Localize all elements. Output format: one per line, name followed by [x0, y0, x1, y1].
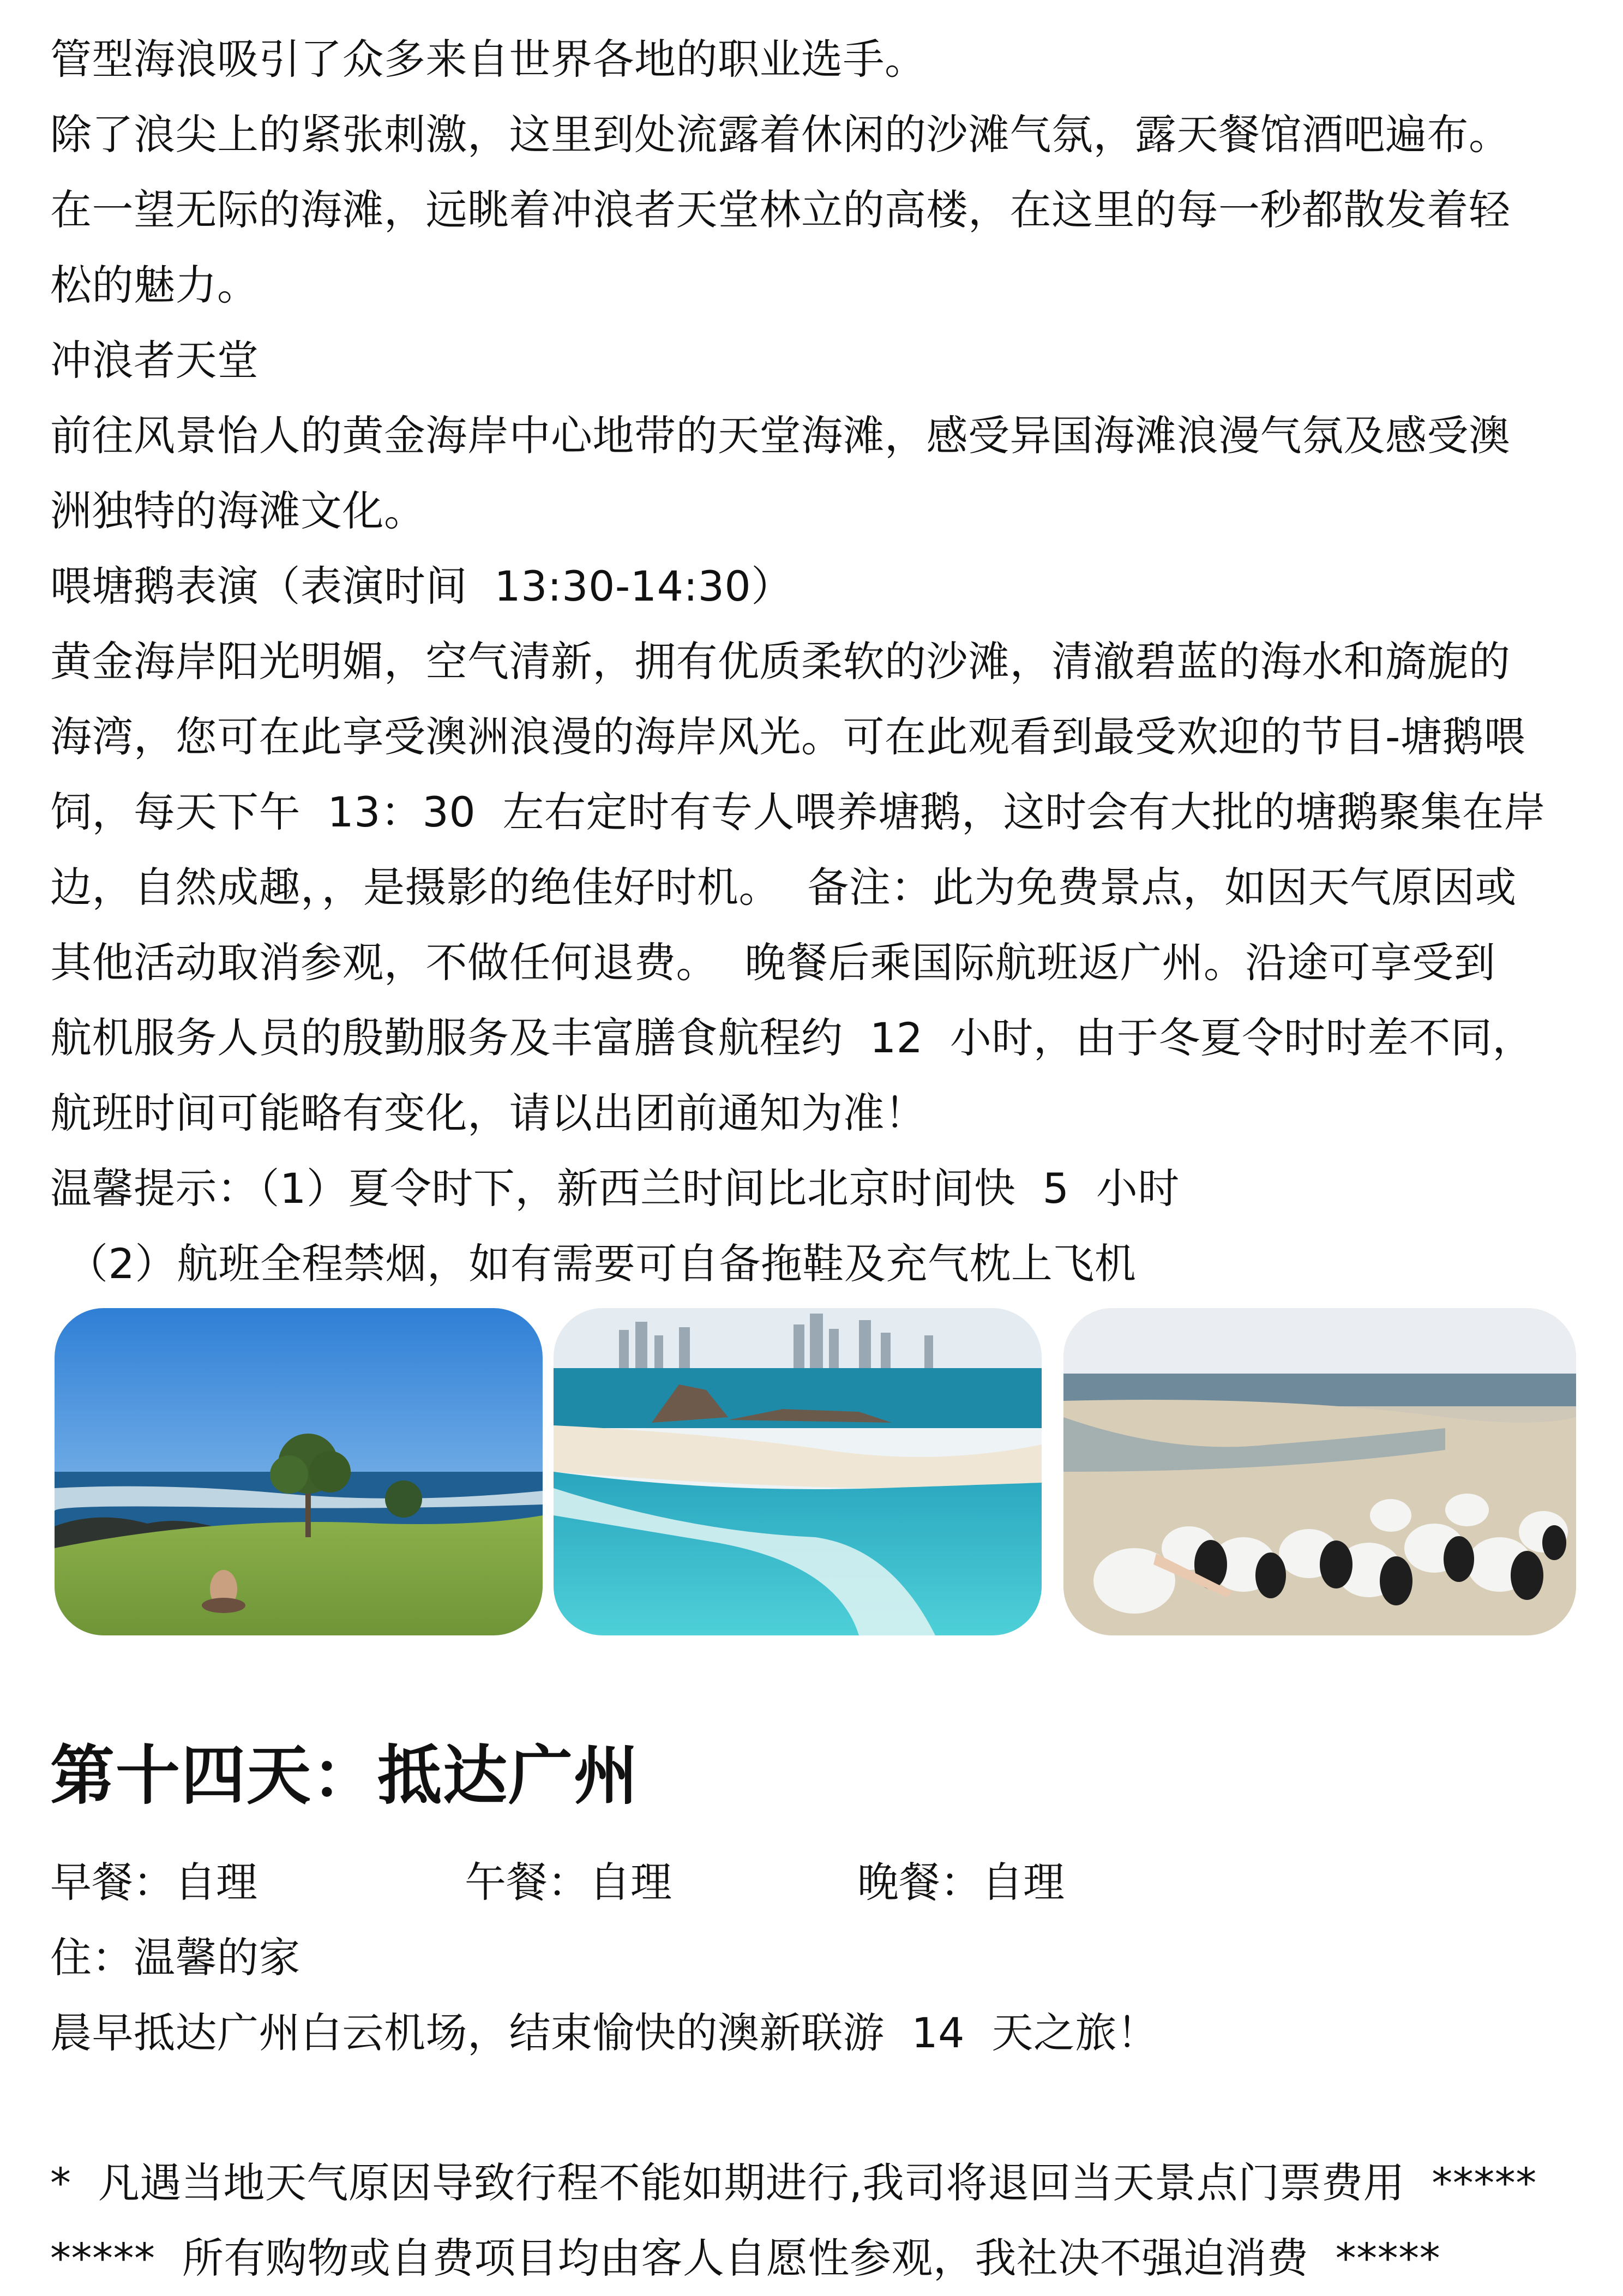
- text-line: 洲独特的海滩文化。: [50, 487, 426, 535]
- text-line: 黄金海岸阳光明媚，空气清新，拥有优质柔软的沙滩，清澈碧蓝的海水和旖旎的: [50, 637, 1511, 686]
- day-14-details: [50, 1920, 1594, 2071]
- text-line: 航班时间可能略有变化，请以出团前通知为准！: [50, 1089, 927, 1137]
- footer-notes: [50, 2145, 1594, 2296]
- tip-line-2: （2）航班全程禁烟，如有需要可自备拖鞋及充气枕上飞机: [67, 1239, 1137, 1288]
- text-line: 航机服务人员的殷勤服务及丰富膳食航程约 12 小时，由于冬夏令时时差不同，: [50, 1014, 1534, 1062]
- meal-breakfast: 早餐：自理: [50, 1858, 257, 1907]
- photo-strip: [55, 1308, 1576, 1635]
- text-line: 管型海浪吸引了众多来自世界各地的职业选手。: [50, 35, 927, 83]
- text-line: 饲，每天下午 13：30 左右定时有专人喂养塘鹅，这时会有大批的塘鹅聚集在岸: [50, 788, 1546, 836]
- section-heading-surfers-paradise: 冲浪者天堂: [50, 336, 259, 385]
- text-line: 海湾，您可在此享受澳洲浪漫的海岸风光。可在此观看到最受欢迎的节目-塘鹅喂: [50, 712, 1526, 761]
- meal-dinner: 晚餐：自理: [857, 1858, 1065, 1907]
- itinerary-text: [50, 22, 1594, 1302]
- photo-beach-skyline: [554, 1308, 1042, 1635]
- lodging: 住：温馨的家: [50, 1933, 300, 1982]
- text-line: 边，自然成趣，，是摄影的绝佳好时机。 备注：此为免费景点，如因天气原因或: [50, 863, 1517, 912]
- text-line: 前往风景怡人的黄金海岸中心地带的天堂海滩，感受异国海滩浪漫气氛及感受澳: [50, 411, 1511, 460]
- text-line: 除了浪尖上的紧张刺激，这里到处流露着休闲的沙滩气氛，露天餐馆酒吧遍布。: [50, 110, 1511, 159]
- text-line: 松的魅力。: [50, 261, 259, 309]
- text-line: 其他活动取消参观，不做任何退费。 晚餐后乘国际航班返广州。沿途可享受到: [50, 938, 1496, 987]
- note-line: ***** 所有购物或自费项目均由客人自愿性参观，我社决不强迫消费 *****: [50, 2234, 1441, 2282]
- photo-pelicans: [1063, 1308, 1576, 1635]
- day-14-title: 第十四天：抵达广州: [50, 1738, 640, 1813]
- meals-row: [50, 1845, 1594, 1920]
- meal-lunch: 午餐：自理: [465, 1858, 672, 1907]
- photo-coastal-headland: [55, 1308, 543, 1635]
- tip-line-1: 温馨提示：（1）夏令时下，新西兰时间比北京时间快 5 小时: [50, 1164, 1180, 1213]
- text-line: 在一望无际的海滩，远眺着冲浪者天堂林立的高楼，在这里的每一秒都散发着轻: [50, 185, 1511, 234]
- note-line: * 凡遇当地天气原因导致行程不能如期进行,我司将退回当天景点门票费用 *****: [50, 2159, 1537, 2207]
- day-description: 晨早抵达广州白云机场，结束愉快的澳新联游 14 天之旅！: [50, 2009, 1159, 2057]
- section-heading-pelican-feeding: 喂塘鹅表演（表演时间 13:30-14:30）: [50, 562, 793, 610]
